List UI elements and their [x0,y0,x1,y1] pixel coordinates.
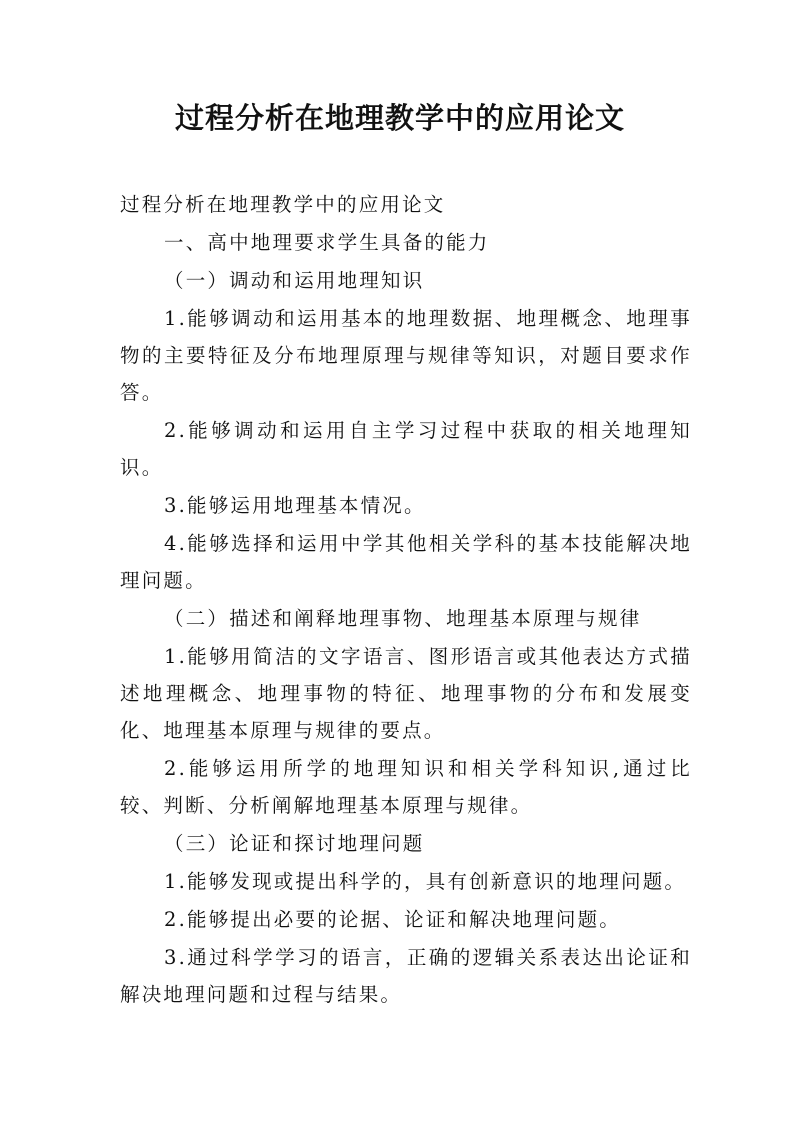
paragraph-subsection-heading-2: （二）描述和阐释地理事物、地理基本原理与规律 [164,607,642,630]
paragraph-item: 3.能够运用地理基本情况。 [164,494,426,517]
paragraph-subsection-heading-1: （一）调动和运用地理知识 [164,269,425,292]
paragraph-item: 1.能够发现或提出科学的，具有创新意识的地理问题。 [164,870,687,893]
document-title: 过程分析在地理教学中的应用论文 [174,101,625,135]
paragraph-item: 2.能够提出必要的论据、论证和解决地理问题。 [164,908,622,931]
paragraph-item: 3.通过科学学习的语言，正确的逻辑关系表达出论证和解决地理问题和过程与结果。 [120,946,692,1006]
paragraph-item: 2.能够运用所学的地理知识和相关学科知识,通过比较、判断、分析阐解地理基本原理与规律。 [120,757,692,817]
paragraph-item: 2.能够调动和运用自主学习过程中获取的相关地理知识。 [120,419,692,479]
document-body [120,186,692,1014]
paragraph-item: 1.能够调动和运用基本的地理数据、地理概念、地理事物的主要特征及分布地理原理与规律等知识，对题目要求作答。 [120,307,692,404]
paragraph-doc-title: 过程分析在地理教学中的应用论文 [120,193,446,216]
paragraph-item: 1.能够用简洁的文字语言、图形语言或其他表达方式描述地理概念、地理事物的特征、地理事物的分布和发展变化、地理基本原理与规律的要点。 [120,645,692,742]
paragraph-subsection-heading-3: （三）论证和探讨地理问题 [164,832,425,855]
paragraph-item: 4.能够选择和运用中学其他相关学科的基本技能解决地理问题。 [120,532,692,592]
paragraph-section-heading: 一、高中地理要求学生具备的能力 [164,231,490,254]
